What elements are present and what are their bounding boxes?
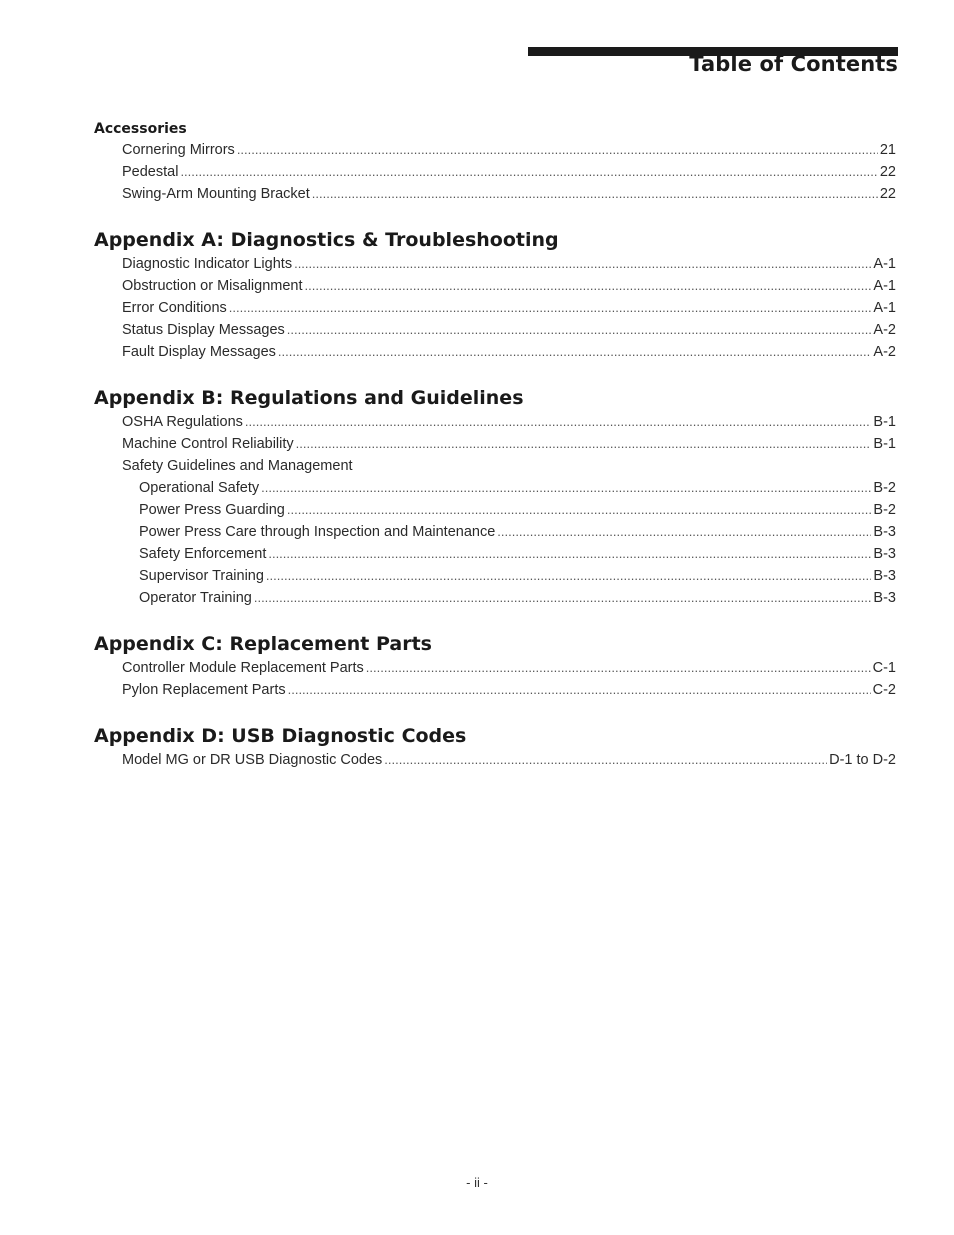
entry-label: Power Press Care through Inspection and Maintenance [139, 524, 496, 540]
section-heading: Accessories [94, 121, 187, 137]
page-number: - ii - [466, 1175, 488, 1190]
toc-entry-operator-training[interactable] [94, 587, 896, 609]
dot-leader [278, 341, 872, 363]
entry-page: A-1 [873, 300, 896, 316]
entry-page: 21 [879, 142, 896, 158]
dot-leader [312, 183, 878, 205]
entry-page: B-3 [873, 568, 896, 584]
entry-page: B-2 [873, 502, 896, 518]
entry-page: 22 [879, 164, 896, 180]
dot-leader [287, 319, 872, 341]
toc-entry-usb-diagnostic-codes[interactable] [94, 749, 896, 771]
dot-leader [254, 587, 872, 609]
entry-label: Fault Display Messages [122, 344, 276, 360]
entry-page: B-1 [873, 436, 896, 452]
entry-label: OSHA Regulations [122, 414, 243, 430]
toc-entry-cornering-mirrors[interactable] [94, 139, 896, 161]
entry-page: A-1 [873, 278, 896, 294]
toc-section-appendix-c [94, 631, 896, 701]
entry-label: Status Display Messages [122, 322, 285, 338]
toc-entry-diagnostic-indicator-lights[interactable] [94, 253, 896, 275]
entry-page: B-2 [873, 480, 896, 496]
entry-label: Power Press Guarding [139, 502, 285, 518]
section-heading: Appendix A: Diagnostics & Troubleshooting [94, 229, 559, 251]
entry-label: Safety Enforcement [139, 546, 267, 562]
table-of-contents [94, 119, 896, 771]
entry-label: Obstruction or Misalignment [122, 278, 303, 294]
entry-label: Pylon Replacement Parts [122, 682, 286, 698]
dot-leader [384, 749, 827, 771]
dot-leader [288, 679, 871, 701]
entry-page: A-1 [873, 256, 896, 272]
dot-leader [229, 297, 872, 319]
toc-entry-operational-safety[interactable] [94, 477, 896, 499]
entry-page: C-1 [872, 660, 896, 676]
toc-entry-osha-regulations[interactable] [94, 411, 896, 433]
toc-entry-controller-module-parts[interactable] [94, 657, 896, 679]
dot-leader [261, 477, 871, 499]
toc-section-appendix-a [94, 227, 896, 363]
toc-section-appendix-b [94, 385, 896, 609]
toc-entry-supervisor-training[interactable] [94, 565, 896, 587]
dot-leader [296, 433, 872, 455]
entry-label: Pedestal [122, 164, 179, 180]
entry-label: Model MG or DR USB Diagnostic Codes [122, 752, 383, 768]
dot-leader [268, 543, 871, 565]
toc-entry-machine-control-reliability[interactable] [94, 433, 896, 455]
section-heading: Appendix C: Replacement Parts [94, 633, 432, 655]
entry-label: Swing-Arm Mounting Bracket [122, 186, 310, 202]
entry-label: Supervisor Training [139, 568, 264, 584]
entry-label: Operational Safety [139, 480, 260, 496]
dot-leader [366, 657, 871, 679]
toc-entry-obstruction[interactable] [94, 275, 896, 297]
dot-leader [305, 275, 872, 297]
dot-leader [294, 253, 871, 275]
entry-label: Safety Guidelines and Management [122, 458, 353, 474]
entry-page: B-1 [873, 414, 896, 430]
toc-entry-swing-arm-bracket[interactable] [94, 183, 896, 205]
toc-entry-pedestal[interactable] [94, 161, 896, 183]
toc-entry-power-press-guarding[interactable] [94, 499, 896, 521]
entry-label: Error Conditions [122, 300, 227, 316]
entry-label: Machine Control Reliability [122, 436, 294, 452]
toc-entry-pylon-parts[interactable] [94, 679, 896, 701]
entry-page: A-2 [873, 322, 896, 338]
toc-section-accessories [94, 119, 896, 205]
entry-label: Operator Training [139, 590, 252, 606]
section-heading: Appendix B: Regulations and Guidelines [94, 387, 524, 409]
toc-entry-power-press-care[interactable] [94, 521, 896, 543]
toc-section-appendix-d [94, 723, 896, 771]
toc-entry-status-display-messages[interactable] [94, 319, 896, 341]
dot-leader [287, 499, 872, 521]
entry-page: B-3 [873, 546, 896, 562]
dot-leader [497, 521, 871, 543]
toc-entry-error-conditions[interactable] [94, 297, 896, 319]
entry-label: Diagnostic Indicator Lights [122, 256, 293, 272]
entry-page: A-2 [873, 344, 896, 360]
toc-entry-safety-guidelines[interactable] [94, 455, 896, 477]
entry-label: Cornering Mirrors [122, 142, 235, 158]
entry-page: B-3 [873, 590, 896, 606]
entry-page: 22 [879, 186, 896, 202]
page-title: Table of Contents [689, 52, 898, 76]
dot-leader [266, 565, 872, 587]
entry-page: B-3 [873, 524, 896, 540]
dot-leader [237, 139, 878, 161]
toc-entry-fault-display-messages[interactable] [94, 341, 896, 363]
toc-entry-safety-enforcement[interactable] [94, 543, 896, 565]
section-heading: Appendix D: USB Diagnostic Codes [94, 725, 467, 747]
dot-leader [180, 161, 877, 183]
entry-label: Controller Module Replacement Parts [122, 660, 364, 676]
dot-leader [245, 411, 872, 433]
entry-page: D-1 to D-2 [829, 752, 896, 768]
entry-page: C-2 [872, 682, 896, 698]
